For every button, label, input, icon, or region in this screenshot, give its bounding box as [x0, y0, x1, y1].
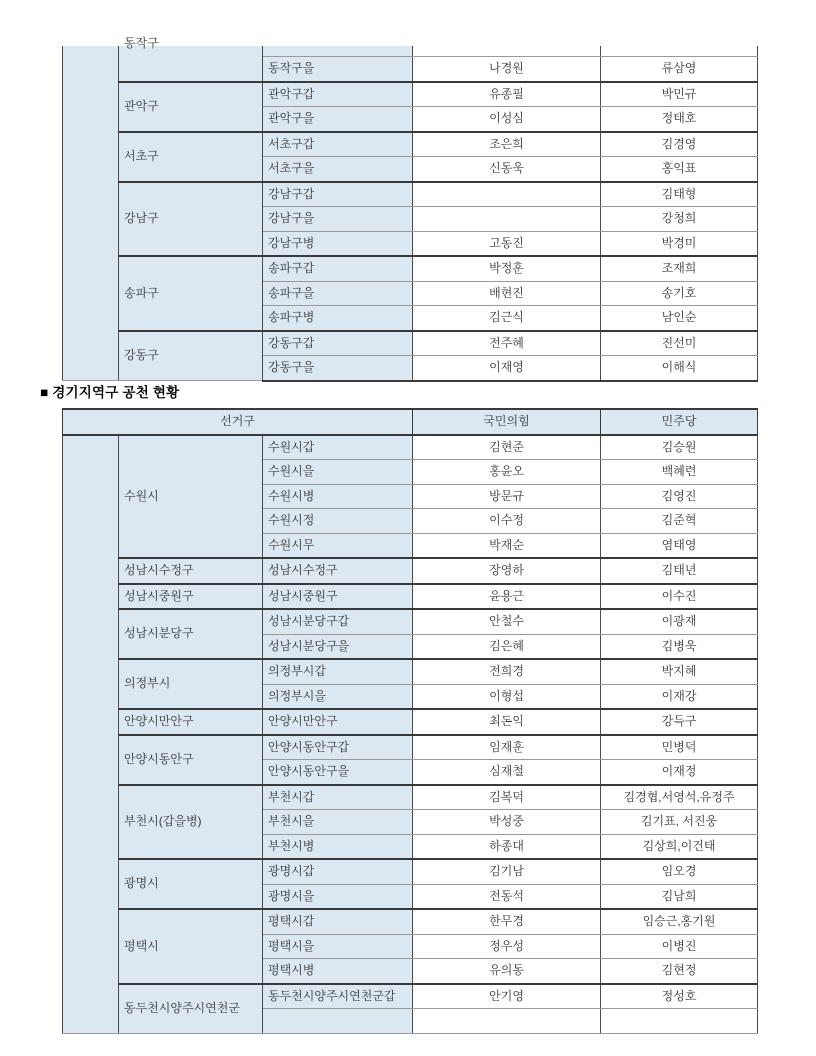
ppp-candidate-cell: 김근식 [413, 306, 601, 331]
subdistrict-cell: 성남시분당구을 [263, 634, 413, 659]
ppp-candidate-cell: 박성중 [413, 810, 601, 835]
ppp-candidate-cell [413, 1009, 601, 1034]
subdistrict-cell: 수원시무 [263, 533, 413, 558]
dpk-candidate-cell: 이해식 [601, 356, 758, 381]
ppp-candidate-cell: 이수정 [413, 509, 601, 534]
subdistrict-cell: 관악구을 [263, 107, 413, 132]
ppp-candidate-cell [413, 207, 601, 232]
district-cell: 강동구 [119, 331, 263, 381]
ppp-candidate-cell: 이성심 [413, 107, 601, 132]
table-row [63, 859, 758, 884]
dpk-candidate-cell: 김현정 [601, 959, 758, 984]
table-row [63, 609, 758, 634]
subdistrict-cell: 광명시갑 [263, 859, 413, 884]
dpk-candidate-cell: 백혜련 [601, 460, 758, 485]
ppp-candidate-cell: 유의동 [413, 959, 601, 984]
district-cell: 송파구 [119, 256, 263, 331]
dpk-candidate-cell: 이병진 [601, 934, 758, 959]
subdistrict-cell: 강남구병 [263, 231, 413, 256]
ppp-candidate-cell: 안철수 [413, 609, 601, 634]
subdistrict-cell: 의정부시을 [263, 684, 413, 709]
ppp-candidate-cell: 신동욱 [413, 157, 601, 182]
district-cell: 서초구 [119, 132, 263, 182]
dpk-candidate-cell: 김승원 [601, 435, 758, 460]
ppp-candidate-cell: 장영하 [413, 558, 601, 584]
district-cell: 부천시(갑을병) [119, 785, 263, 860]
ppp-candidate-cell: 전주혜 [413, 331, 601, 356]
ppp-candidate-cell: 김복덕 [413, 785, 601, 810]
subdistrict-cell: 평택시을 [263, 934, 413, 959]
dpk-candidate-cell: 이수진 [601, 584, 758, 610]
dpk-candidate-cell: 강득구 [601, 709, 758, 735]
dpk-candidate-cell: 박민규 [601, 82, 758, 107]
subdistrict-cell: 성남시수정구 [263, 558, 413, 584]
ppp-candidate-cell: 전희경 [413, 659, 601, 684]
dpk-candidate-cell [601, 1009, 758, 1034]
dpk-candidate-cell: 김태년 [601, 558, 758, 584]
ppp-candidate-cell: 한무경 [413, 909, 601, 934]
subdistrict-cell: 성남시중원구 [263, 584, 413, 610]
ppp-candidate-cell: 고동진 [413, 231, 601, 256]
dpk-candidate-cell: 박경미 [601, 231, 758, 256]
dpk-candidate-cell: 임승근,홍기원 [601, 909, 758, 934]
district-cell: 의정부시 [119, 659, 263, 709]
ppp-candidate-cell: 하종대 [413, 834, 601, 859]
dpk-candidate-cell: 김상희,이건태 [601, 834, 758, 859]
ppp-candidate-cell: 정우성 [413, 934, 601, 959]
dpk-candidate-cell: 염태영 [601, 533, 758, 558]
dpk-candidate-cell [601, 46, 758, 57]
ppp-candidate-cell: 안기영 [413, 984, 601, 1009]
dpk-candidate-cell: 임오경 [601, 859, 758, 884]
table-row [63, 984, 758, 1009]
dpk-candidate-cell: 김준혁 [601, 509, 758, 534]
dpk-candidate-cell: 김병욱 [601, 634, 758, 659]
ppp-candidate-cell: 전동석 [413, 884, 601, 909]
subdistrict-cell: 수원시갑 [263, 435, 413, 460]
district-cell [119, 36, 263, 82]
ppp-candidate-cell: 심재철 [413, 760, 601, 785]
dpk-candidate-cell: 김태형 [601, 182, 758, 207]
seoul-nomination-table [62, 36, 761, 375]
ppp-candidate-cell: 나경원 [413, 57, 601, 82]
district-cell: 성남시수정구 [119, 558, 263, 584]
ppp-candidate-cell: 홍윤오 [413, 460, 601, 485]
header-ppp: 국민의힘 [413, 409, 601, 435]
table-row [63, 435, 758, 460]
dpk-candidate-cell: 정태호 [601, 107, 758, 132]
gyeonggi-section-title: ■ 경기지역구 공천 현황 [40, 385, 180, 400]
region-spacer-cell [63, 435, 119, 1034]
dpk-candidate-cell: 남인순 [601, 306, 758, 331]
table-row [63, 132, 758, 157]
subdistrict-cell: 송파구병 [263, 306, 413, 331]
ppp-candidate-cell: 방문규 [413, 484, 601, 509]
ppp-candidate-cell: 배현진 [413, 281, 601, 306]
district-cell: 수원시 [119, 435, 263, 559]
district-cell: 동두천시양주시연천군 [119, 984, 263, 1034]
subdistrict-cell: 수원시병 [263, 484, 413, 509]
ppp-candidate-cell: 박정훈 [413, 256, 601, 281]
dpk-candidate-cell: 정성호 [601, 984, 758, 1009]
ppp-candidate-cell: 이재영 [413, 356, 601, 381]
table-row [63, 331, 758, 356]
ppp-candidate-cell: 이형섭 [413, 684, 601, 709]
subdistrict-cell: 수원시정 [263, 509, 413, 534]
table-row [63, 785, 758, 810]
district-cell: 안양시만안구 [119, 709, 263, 735]
dpk-candidate-cell: 홍익표 [601, 157, 758, 182]
subdistrict-cell: 성남시분당구갑 [263, 609, 413, 634]
district-cell: 평택시 [119, 909, 263, 984]
subdistrict-cell: 부천시병 [263, 834, 413, 859]
ppp-candidate-cell: 조은희 [413, 132, 601, 157]
ppp-candidate-cell: 유종필 [413, 82, 601, 107]
region-spacer-cell [63, 46, 119, 381]
subdistrict-cell: 동작구을 [263, 57, 413, 82]
subdistrict-cell: 부천시갑 [263, 785, 413, 810]
subdistrict-cell: 서초구갑 [263, 132, 413, 157]
table-row [63, 709, 758, 735]
subdistrict-cell [263, 46, 413, 57]
dpk-candidate-cell: 강청희 [601, 207, 758, 232]
ppp-candidate-cell [413, 182, 601, 207]
header-dpk: 민주당 [601, 409, 758, 435]
ppp-candidate-cell: 최돈익 [413, 709, 601, 735]
gyeonggi-nomination-table [62, 408, 761, 1015]
dpk-candidate-cell: 김경협,서영석,유정주 [601, 785, 758, 810]
dpk-candidate-cell: 진선미 [601, 331, 758, 356]
header-constituency: 선거구 [63, 409, 413, 435]
subdistrict-cell: 평택시병 [263, 959, 413, 984]
dpk-candidate-cell: 김영진 [601, 484, 758, 509]
ppp-candidate-cell: 윤용근 [413, 584, 601, 610]
district-cell: 안양시동안구 [119, 735, 263, 785]
subdistrict-cell: 광명시을 [263, 884, 413, 909]
ppp-candidate-cell: 김은혜 [413, 634, 601, 659]
table-row [63, 46, 758, 57]
table-row [63, 82, 758, 107]
dpk-candidate-cell: 류삼영 [601, 57, 758, 82]
table-header-row [63, 409, 758, 435]
table-row [63, 659, 758, 684]
dpk-candidate-cell: 김남희 [601, 884, 758, 909]
subdistrict-cell: 안양시만안구 [263, 709, 413, 735]
dpk-candidate-cell: 김경영 [601, 132, 758, 157]
subdistrict-cell [263, 1009, 413, 1034]
dpk-candidate-cell: 박지혜 [601, 659, 758, 684]
table-row [63, 182, 758, 207]
subdistrict-cell: 안양시동안구갑 [263, 735, 413, 760]
ppp-candidate-cell [413, 46, 601, 57]
district-cell: 광명시 [119, 859, 263, 909]
subdistrict-cell: 강동구을 [263, 356, 413, 381]
dpk-candidate-cell: 김기표, 서진웅 [601, 810, 758, 835]
district-label-clipped: 동작구 [124, 36, 159, 50]
table-row [63, 558, 758, 584]
district-cell: 성남시분당구 [119, 609, 263, 659]
subdistrict-cell: 안양시동안구을 [263, 760, 413, 785]
subdistrict-cell: 송파구갑 [263, 256, 413, 281]
subdistrict-cell: 관악구갑 [263, 82, 413, 107]
table-row [63, 909, 758, 934]
district-cell: 성남시중원구 [119, 584, 263, 610]
subdistrict-cell: 의정부시갑 [263, 659, 413, 684]
ppp-candidate-cell: 박재순 [413, 533, 601, 558]
district-cell: 강남구 [119, 182, 263, 257]
dpk-candidate-cell: 민병덕 [601, 735, 758, 760]
subdistrict-cell: 강남구갑 [263, 182, 413, 207]
dpk-candidate-cell: 이재정 [601, 760, 758, 785]
subdistrict-cell: 평택시갑 [263, 909, 413, 934]
subdistrict-cell: 동두천시양주시연천군갑 [263, 984, 413, 1009]
table-row [63, 256, 758, 281]
subdistrict-cell: 강동구갑 [263, 331, 413, 356]
dpk-candidate-cell: 이재강 [601, 684, 758, 709]
subdistrict-cell: 부천시을 [263, 810, 413, 835]
dpk-candidate-cell: 조재희 [601, 256, 758, 281]
table-row [63, 735, 758, 760]
ppp-candidate-cell: 김기남 [413, 859, 601, 884]
ppp-candidate-cell: 임재훈 [413, 735, 601, 760]
subdistrict-cell: 송파구을 [263, 281, 413, 306]
district-cell: 관악구 [119, 82, 263, 132]
ppp-candidate-cell: 김현준 [413, 435, 601, 460]
dpk-candidate-cell: 송기호 [601, 281, 758, 306]
subdistrict-cell: 서초구을 [263, 157, 413, 182]
subdistrict-cell: 강남구을 [263, 207, 413, 232]
table-row [63, 584, 758, 610]
dpk-candidate-cell: 이광재 [601, 609, 758, 634]
subdistrict-cell: 수원시을 [263, 460, 413, 485]
